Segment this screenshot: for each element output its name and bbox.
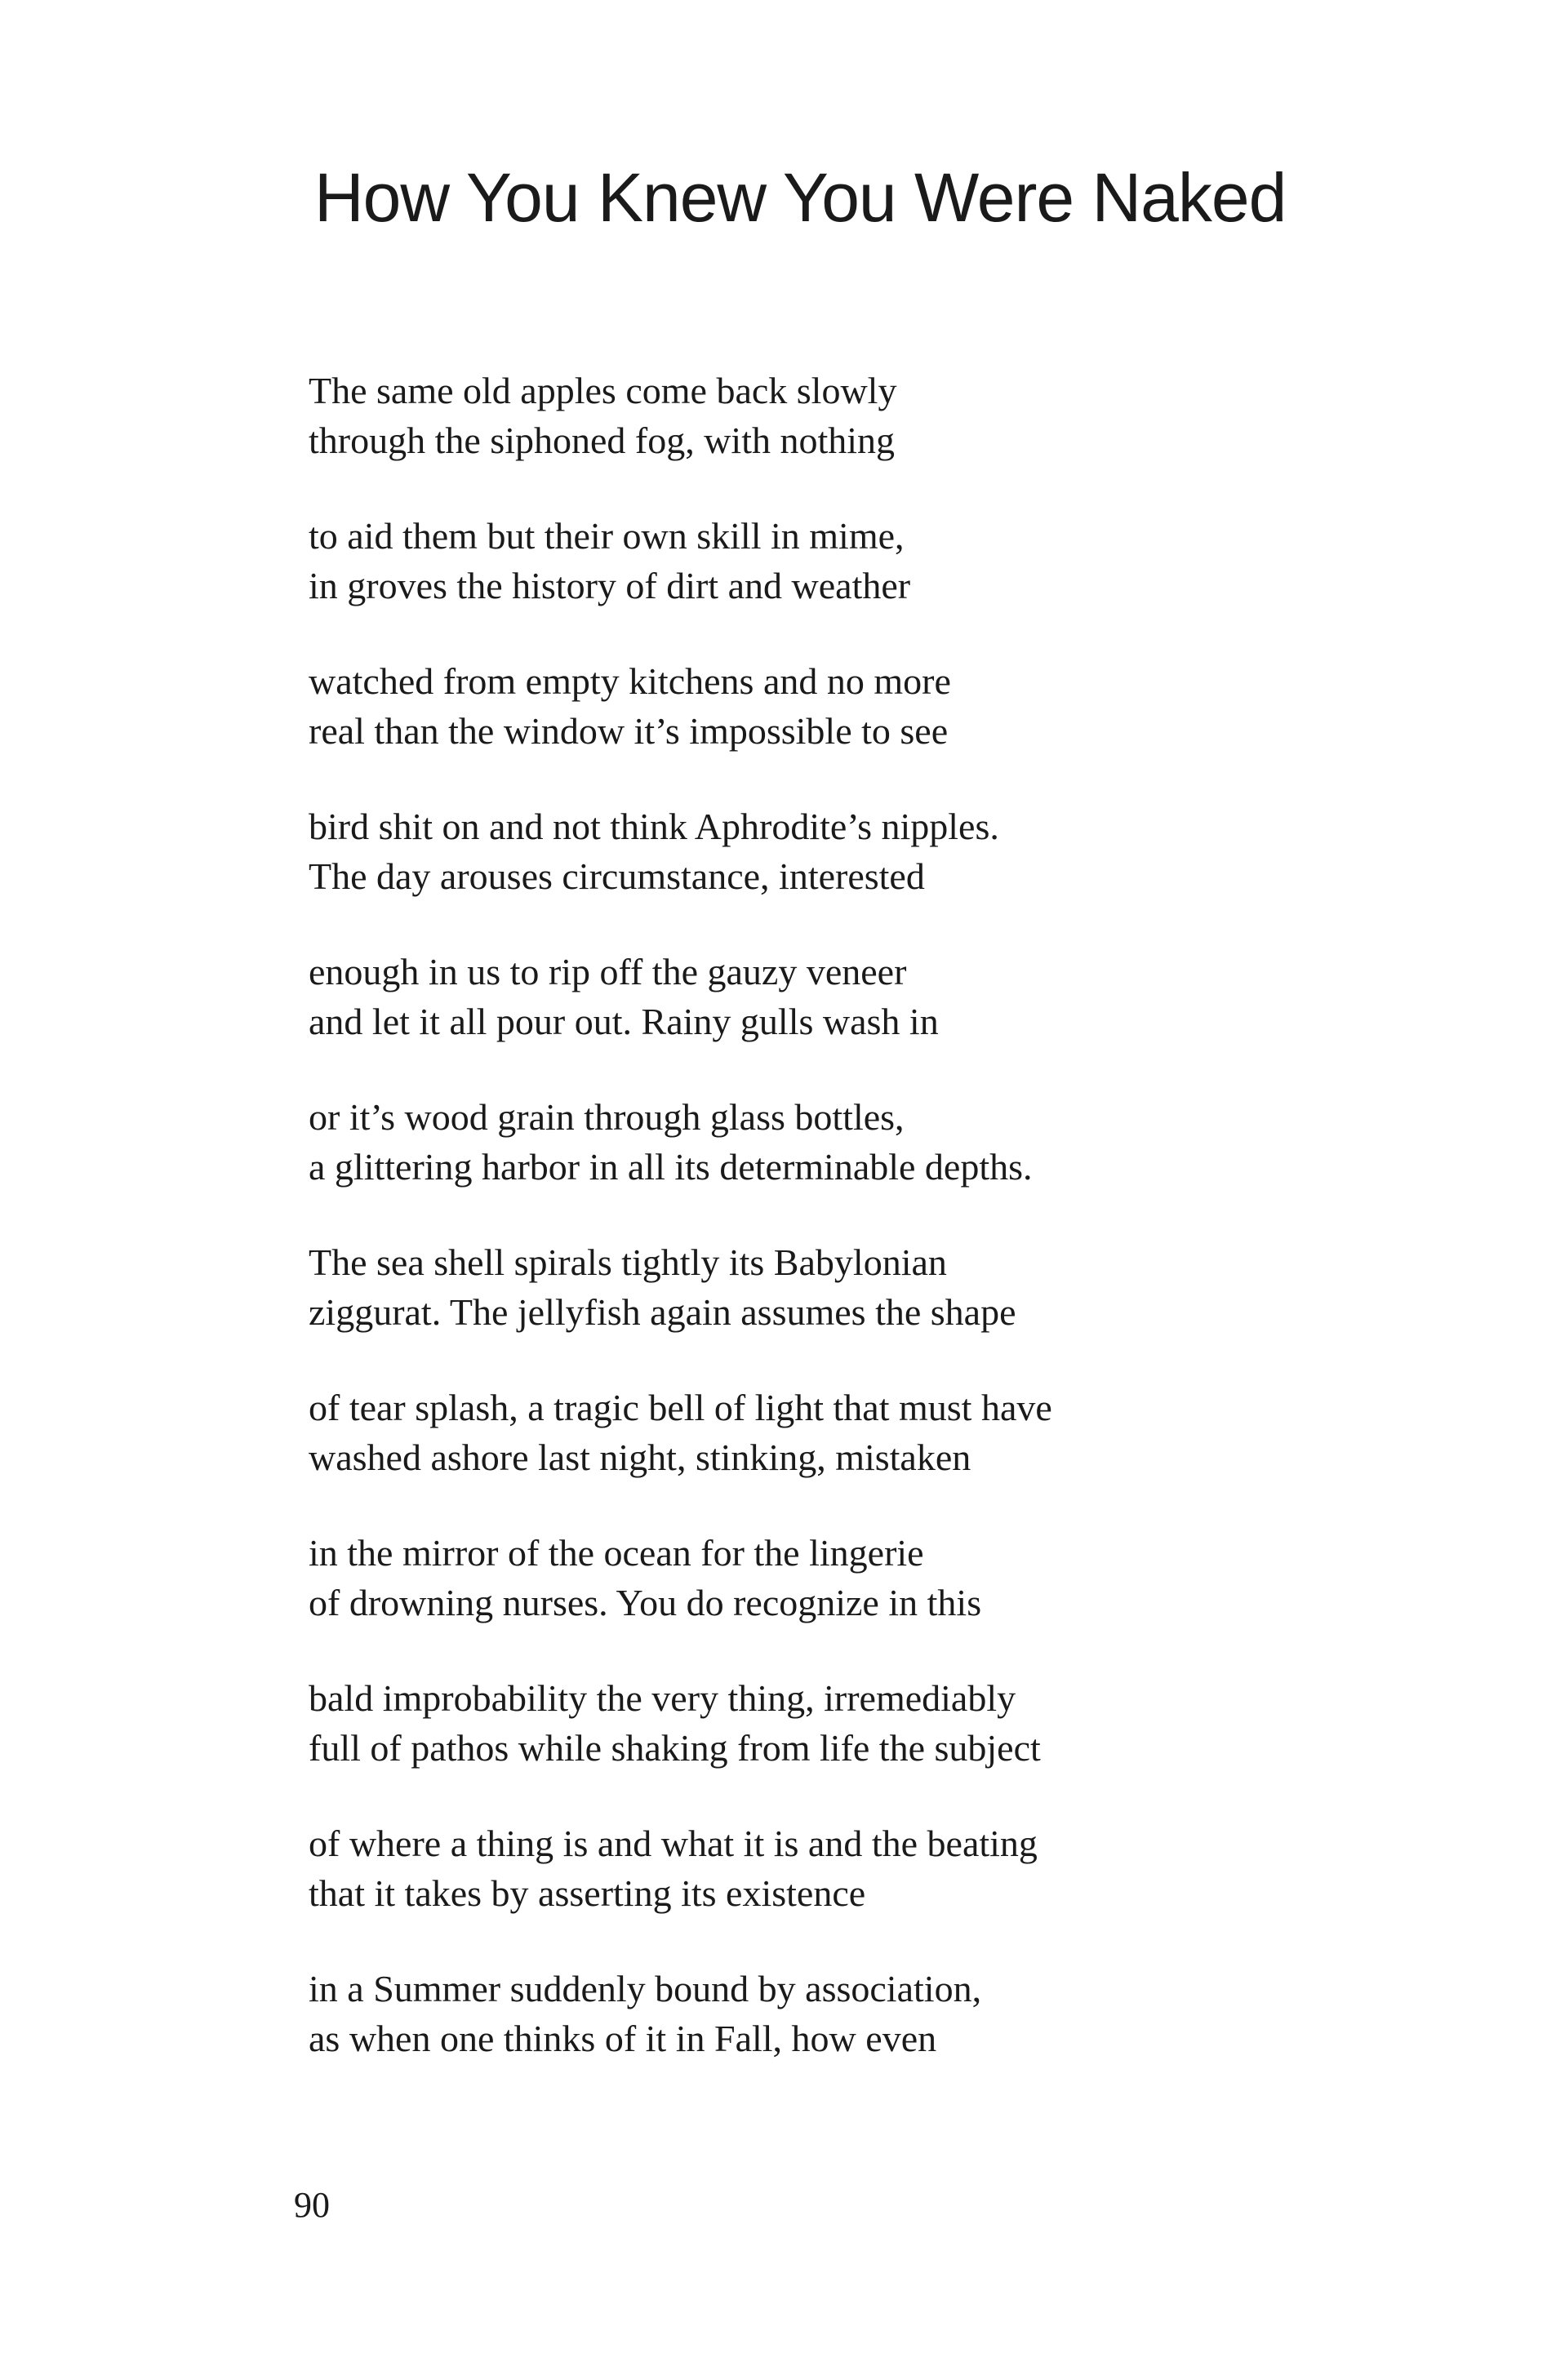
poem-line: bird shit on and not think Aphrodite’s nipples.: [309, 806, 999, 847]
poem-line: real than the window it’s impossible to see: [309, 710, 949, 752]
poem-line: enough in us to rip off the gauzy veneer: [309, 951, 907, 992]
poem-line: through the siphoned fog, with nothing: [309, 420, 896, 461]
poem-line: and let it all pour out. Rainy gulls wash in: [309, 1001, 939, 1042]
poem-line: washed ashore last night, stinking, mistaken: [309, 1436, 971, 1478]
poem-line: The same old apples come back slowly: [309, 370, 897, 411]
poem-line: of tear splash, a tragic bell of light that must have: [309, 1387, 1052, 1428]
poem-line: that it takes by asserting its existence: [309, 1872, 866, 1914]
poem-line: ziggurat. The jellyfish again assumes the shape: [309, 1291, 1016, 1333]
stanza: [309, 1092, 1256, 1192]
poem-body: [309, 366, 1256, 2109]
page-number: 90: [294, 2185, 330, 2225]
poem-line: in groves the history of dirt and weather: [309, 565, 911, 606]
poem-line: full of pathos while shaking from life the subject: [309, 1727, 1041, 1769]
stanza: [309, 656, 1256, 756]
stanza: [309, 1528, 1256, 1627]
poem-line: of where a thing is and what it is and the beating: [309, 1823, 1038, 1864]
stanza: [309, 1673, 1256, 1773]
poem-line: in the mirror of the ocean for the lingerie: [309, 1532, 924, 1574]
stanza: [309, 1383, 1256, 1482]
poem-line: watched from empty kitchens and no more: [309, 660, 951, 702]
poem-title: How You Knew You Were Naked: [314, 159, 1287, 236]
poem-line: or it’s wood grain through glass bottles,: [309, 1096, 905, 1138]
poem-line: The day arouses circumstance, interested: [309, 855, 925, 897]
poem-line: of drowning nurses. You do recognize in this: [309, 1582, 982, 1623]
stanza: [309, 1818, 1256, 1918]
poem-line: in a Summer suddenly bound by association,: [309, 1968, 982, 2009]
stanza: [309, 511, 1256, 611]
stanza: [309, 947, 1256, 1046]
poem-line: to aid them but their own skill in mime,: [309, 515, 905, 557]
poem-line: as when one thinks of it in Fall, how even: [309, 2018, 937, 2059]
stanza: [309, 801, 1256, 901]
poem-line: The sea shell spirals tightly its Babylonian: [309, 1241, 947, 1283]
stanza: [309, 1964, 1256, 2063]
poem-line: a glittering harbor in all its determinable depths.: [309, 1146, 1033, 1188]
stanza: [309, 1237, 1256, 1337]
stanza: [309, 366, 1256, 465]
poem-line: bald improbability the very thing, irremediably: [309, 1677, 1016, 1719]
